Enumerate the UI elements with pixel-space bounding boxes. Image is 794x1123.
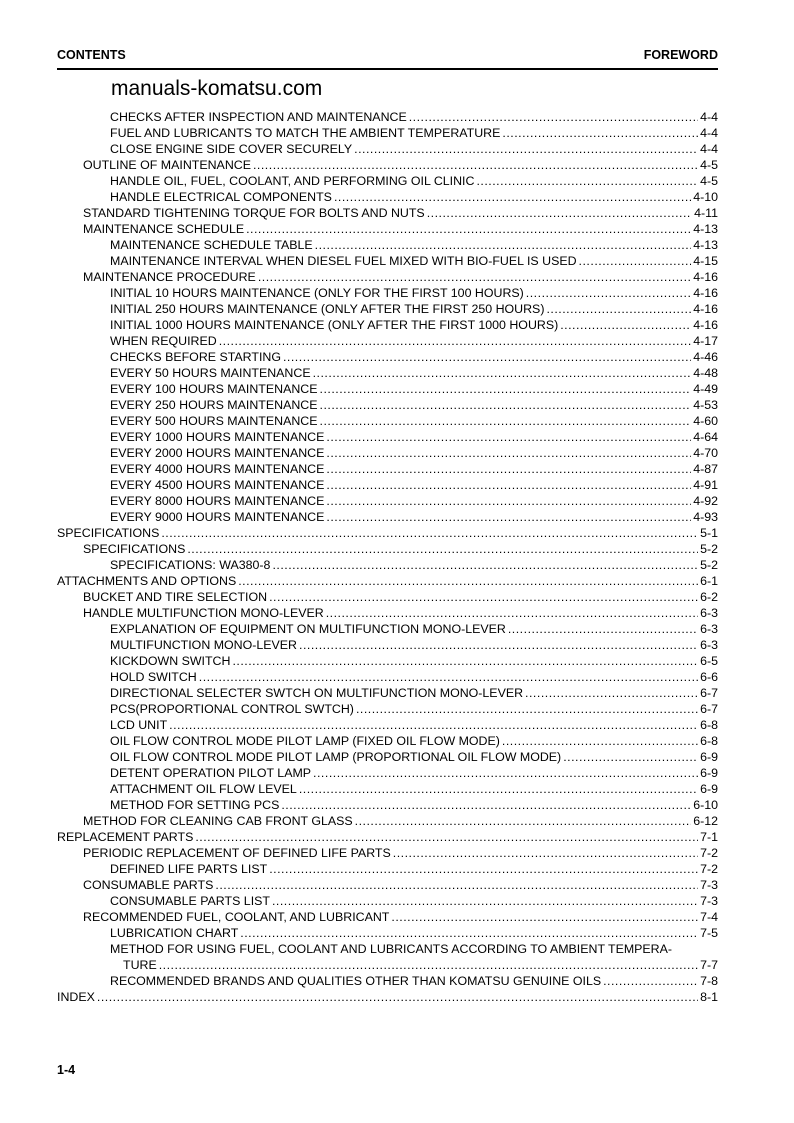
dot-leader xyxy=(258,269,691,285)
toc-entry-title: LUBRICATION CHART xyxy=(110,926,239,940)
dot-leader xyxy=(199,669,698,685)
dot-leader xyxy=(283,349,691,365)
dot-leader xyxy=(526,285,691,301)
dot-leader xyxy=(326,509,691,525)
toc-entry-page: 6-7 xyxy=(700,686,718,700)
dot-leader xyxy=(272,893,698,909)
toc-entry-title: WHEN REQUIRED xyxy=(110,334,217,348)
toc-entry[interactable] xyxy=(57,973,718,989)
toc-entry[interactable] xyxy=(57,733,718,749)
toc-entry-page: 7-5 xyxy=(700,926,718,940)
toc-entry-title: MULTIFUNCTION MONO-LEVER xyxy=(110,638,298,652)
toc-entry[interactable] xyxy=(57,333,718,349)
toc-entry-title: INITIAL 250 HOURS MAINTENANCE (ONLY AFTER THE FIRST 250 HOURS) xyxy=(110,302,545,316)
toc-entry[interactable] xyxy=(57,541,718,557)
toc-entry-title: SPECIFICATIONS xyxy=(57,526,160,540)
toc-entry-title: EVERY 4500 HOURS MAINTENANCE xyxy=(110,478,325,492)
toc-entry-page: 6-5 xyxy=(700,654,718,668)
toc-entry[interactable] xyxy=(57,845,718,861)
toc-entry[interactable] xyxy=(57,189,718,205)
toc-entry-title: PERIODIC REPLACEMENT OF DEFINED LIFE PARTS xyxy=(83,846,391,860)
toc-entry[interactable] xyxy=(57,957,718,973)
toc-entry[interactable] xyxy=(57,221,718,237)
toc-entry-page: 4-70 xyxy=(693,446,718,460)
toc-entry[interactable] xyxy=(57,877,718,893)
toc-entry-title: METHOD FOR CLEANING CAB FRONT GLASS xyxy=(83,814,353,828)
header-rule xyxy=(57,68,718,70)
toc-entry[interactable] xyxy=(57,381,718,397)
page-number: 1-4 xyxy=(57,1063,76,1077)
toc-entry-title: EVERY 8000 HOURS MAINTENANCE xyxy=(110,494,325,508)
toc-entry[interactable] xyxy=(57,141,718,157)
toc-entry[interactable] xyxy=(57,653,718,669)
dot-leader xyxy=(313,365,692,381)
toc-entry-title: LCD UNIT xyxy=(110,718,168,732)
toc-entry-title: HANDLE OIL, FUEL, COOLANT, AND PERFORMING OIL CLINIC xyxy=(110,174,475,188)
toc-entry[interactable] xyxy=(57,397,718,413)
dot-leader xyxy=(299,637,698,653)
toc-entry-title: DIRECTIONAL SELECTER SWTCH ON MULTIFUNCTION MONO-LEVER xyxy=(110,686,524,700)
toc-entry[interactable] xyxy=(57,989,718,1005)
toc-entry[interactable] xyxy=(57,717,718,733)
dot-leader xyxy=(326,493,691,509)
toc-entry-page: 4-4 xyxy=(700,126,718,140)
toc-entry-title: CHECKS AFTER INSPECTION AND MAINTENANCE xyxy=(110,110,407,124)
dot-leader xyxy=(269,589,698,605)
toc-entry-page: 6-9 xyxy=(700,782,718,796)
toc-entry-page: 6-7 xyxy=(700,702,718,716)
toc-entry-page: 4-46 xyxy=(693,350,718,364)
toc-entry-title: OUTLINE OF MAINTENANCE xyxy=(83,158,251,172)
dot-leader xyxy=(391,909,698,925)
toc-entry-page: 5-2 xyxy=(700,558,718,572)
toc-entry-title: INDEX xyxy=(57,990,95,1004)
toc-entry-title: BUCKET AND TIRE SELECTION xyxy=(83,590,268,604)
toc-entry[interactable] xyxy=(57,413,718,429)
toc-entry-title: EVERY 2000 HOURS MAINTENANCE xyxy=(110,446,325,460)
toc-entry-title: SPECIFICATIONS xyxy=(83,542,186,556)
dot-leader xyxy=(326,477,691,493)
toc-entry-title: CONSUMABLE PARTS xyxy=(83,878,214,892)
dot-leader xyxy=(187,541,698,557)
dot-leader xyxy=(232,653,698,669)
toc-entry-page: 4-5 xyxy=(700,174,718,188)
toc-entry-page: 6-2 xyxy=(700,590,718,604)
toc-entry[interactable] xyxy=(57,605,718,621)
dot-leader xyxy=(502,733,698,749)
toc-entry-title: ATTACHMENTS AND OPTIONS xyxy=(57,574,237,588)
toc-entry-title: METHOD FOR USING FUEL, COOLANT AND LUBRICANTS ACCORDING TO AMBIENT TEMPERA- xyxy=(110,942,673,956)
toc-entry-page: 4-53 xyxy=(693,398,718,412)
toc-entry[interactable] xyxy=(57,125,718,141)
toc-entry-page: 6-3 xyxy=(700,622,718,636)
dot-leader xyxy=(320,381,692,397)
toc-entry-title: TURE xyxy=(123,958,157,972)
toc-entry[interactable] xyxy=(57,829,718,845)
dot-leader xyxy=(272,557,698,573)
toc-entry[interactable] xyxy=(57,669,718,685)
toc-entry-page: 4-15 xyxy=(693,254,718,268)
toc-entry[interactable] xyxy=(57,797,718,813)
header-contents: CONTENTS xyxy=(57,48,126,62)
dot-leader xyxy=(299,781,698,797)
toc-entry-title: REPLACEMENT PARTS xyxy=(57,830,194,844)
toc-entry-title: RECOMMENDED FUEL, COOLANT, AND LUBRICANT xyxy=(83,910,390,924)
toc-entry-page: 6-9 xyxy=(700,750,718,764)
toc-entry[interactable] xyxy=(57,893,718,909)
toc-entry-title: EVERY 100 HOURS MAINTENANCE xyxy=(110,382,318,396)
toc-entry-page: 7-2 xyxy=(700,846,718,860)
toc-entry[interactable] xyxy=(57,461,718,477)
toc-entry-page: 4-92 xyxy=(693,494,718,508)
toc-entry-title: MAINTENANCE INTERVAL WHEN DIESEL FUEL MIXED WITH BIO-FUEL IS USED xyxy=(110,254,577,268)
dot-leader xyxy=(579,253,692,269)
dot-leader xyxy=(409,109,698,125)
toc-entry[interactable] xyxy=(57,157,718,173)
toc-entry-title: EVERY 1000 HOURS MAINTENANCE xyxy=(110,430,325,444)
dot-leader xyxy=(502,125,698,141)
toc-entry-page: 7-7 xyxy=(700,958,718,972)
toc-entry-page: 6-10 xyxy=(693,798,718,812)
toc-entry[interactable] xyxy=(57,557,718,573)
toc-entry[interactable] xyxy=(57,525,718,541)
toc-entry-page: 4-91 xyxy=(693,478,718,492)
dot-leader xyxy=(356,701,698,717)
toc-entry-page: 4-13 xyxy=(693,238,718,252)
table-of-contents xyxy=(57,109,718,1005)
toc-entry-title: EVERY 9000 HOURS MAINTENANCE xyxy=(110,510,325,524)
toc-entry[interactable] xyxy=(57,861,718,877)
dot-leader xyxy=(326,605,698,621)
toc-entry-title: MAINTENANCE SCHEDULE TABLE xyxy=(110,238,313,252)
dot-leader xyxy=(161,525,698,541)
dot-leader xyxy=(240,925,698,941)
toc-entry-title: CLOSE ENGINE SIDE COVER SECURELY xyxy=(110,142,353,156)
toc-entry-page: 5-2 xyxy=(700,542,718,556)
toc-entry-page: 4-60 xyxy=(693,414,718,428)
toc-entry-title: HANDLE MULTIFUNCTION MONO-LEVER xyxy=(83,606,324,620)
toc-entry-title: EVERY 4000 HOURS MAINTENANCE xyxy=(110,462,325,476)
toc-entry-page: 8-1 xyxy=(700,990,718,1004)
dot-leader xyxy=(334,189,691,205)
toc-entry-title: INITIAL 10 HOURS MAINTENANCE (ONLY FOR THE FIRST 100 HOURS) xyxy=(110,286,524,300)
dot-leader xyxy=(326,461,691,477)
watermark: manuals-komatsu.com xyxy=(111,77,323,100)
toc-entry-title: PCS(PROPORTIONAL CONTROL SWTCH) xyxy=(110,702,354,716)
toc-entry[interactable] xyxy=(57,685,718,701)
toc-entry[interactable] xyxy=(57,925,718,941)
toc-entry[interactable] xyxy=(57,621,718,637)
toc-entry[interactable] xyxy=(57,109,718,125)
dot-leader xyxy=(246,221,691,237)
toc-entry-title: INITIAL 1000 HOURS MAINTENANCE (ONLY AFTER THE FIRST 1000 HOURS) xyxy=(110,318,559,332)
toc-entry[interactable] xyxy=(57,493,718,509)
toc-entry[interactable] xyxy=(57,637,718,653)
dot-leader xyxy=(320,397,692,413)
toc-entry-title: FUEL AND LUBRICANTS TO MATCH THE AMBIENT TEMPERATURE xyxy=(110,126,501,140)
toc-entry[interactable] xyxy=(57,237,718,253)
toc-entry-page: 6-9 xyxy=(700,766,718,780)
toc-entry-page: 7-2 xyxy=(700,862,718,876)
toc-entry-title: MAINTENANCE PROCEDURE xyxy=(83,270,256,284)
dot-leader xyxy=(525,685,698,701)
toc-entry-page: 4-4 xyxy=(700,110,718,124)
dot-leader xyxy=(476,173,698,189)
toc-entry[interactable] xyxy=(57,205,718,221)
dot-leader xyxy=(253,157,698,173)
toc-entry[interactable] xyxy=(57,589,718,605)
dot-leader xyxy=(159,957,698,973)
toc-entry[interactable] xyxy=(57,909,718,925)
toc-entry-page: 6-8 xyxy=(700,734,718,748)
toc-entry[interactable] xyxy=(57,813,718,829)
toc-entry-page: 4-16 xyxy=(693,318,718,332)
toc-entry-page: 7-1 xyxy=(700,830,718,844)
dot-leader xyxy=(238,573,698,589)
toc-entry[interactable] xyxy=(57,173,718,189)
dot-leader xyxy=(281,797,691,813)
toc-entry-title: EVERY 50 HOURS MAINTENANCE xyxy=(110,366,311,380)
toc-entry-page: 6-12 xyxy=(693,814,718,828)
toc-entry-title: HANDLE ELECTRICAL COMPONENTS xyxy=(110,190,332,204)
toc-entry[interactable] xyxy=(57,781,718,797)
dot-leader xyxy=(603,973,698,989)
toc-entry[interactable] xyxy=(57,573,718,589)
toc-entry-page: 4-16 xyxy=(693,302,718,316)
dot-leader xyxy=(427,205,692,221)
toc-entry[interactable] xyxy=(57,269,718,285)
toc-entry-title: KICKDOWN SWITCH xyxy=(110,654,231,668)
toc-entry[interactable] xyxy=(57,253,718,269)
dot-leader xyxy=(326,429,691,445)
toc-entry[interactable] xyxy=(57,445,718,461)
toc-entry-title: DEFINED LIFE PARTS LIST xyxy=(110,862,268,876)
dot-leader xyxy=(508,621,698,637)
toc-entry[interactable] xyxy=(57,749,718,765)
dot-leader xyxy=(315,237,692,253)
toc-entry-title: RECOMMENDED BRANDS AND QUALITIES OTHER THAN KOMATSU GENUINE OILS xyxy=(110,974,602,988)
toc-entry[interactable] xyxy=(57,349,718,365)
dot-leader xyxy=(219,333,691,349)
toc-entry[interactable] xyxy=(57,477,718,493)
dot-leader xyxy=(320,413,692,429)
toc-entry-page: 4-64 xyxy=(693,430,718,444)
toc-entry[interactable] xyxy=(57,365,718,381)
toc-entry-page: 4-10 xyxy=(693,190,718,204)
toc-entry[interactable] xyxy=(57,701,718,717)
dot-leader xyxy=(269,861,698,877)
toc-entry-page: 4-4 xyxy=(700,142,718,156)
toc-entry-title: CONSUMABLE PARTS LIST xyxy=(110,894,270,908)
toc-entry-title: ATTACHMENT OIL FLOW LEVEL xyxy=(110,782,297,796)
toc-entry-page: 5-1 xyxy=(700,526,718,540)
toc-entry-page: 7-8 xyxy=(700,974,718,988)
toc-entry-page: 4-49 xyxy=(693,382,718,396)
dot-leader xyxy=(355,813,692,829)
toc-entry-title: MAINTENANCE SCHEDULE xyxy=(83,222,245,236)
toc-entry[interactable] xyxy=(57,317,718,333)
toc-entry-page: 4-17 xyxy=(693,334,718,348)
toc-entry-page: 6-8 xyxy=(700,718,718,732)
toc-entry-title: OIL FLOW CONTROL MODE PILOT LAMP (PROPORTIONAL OIL FLOW MODE) xyxy=(110,750,562,764)
toc-entry[interactable] xyxy=(57,765,718,781)
dot-leader xyxy=(326,445,691,461)
toc-entry-title: HOLD SWITCH xyxy=(110,670,197,684)
dot-leader xyxy=(313,765,698,781)
toc-entry-title: DETENT OPERATION PILOT LAMP xyxy=(110,766,312,780)
toc-entry-title: STANDARD TIGHTENING TORQUE FOR BOLTS AND NUTS xyxy=(83,206,425,220)
toc-entry-title: EXPLANATION OF EQUIPMENT ON MULTIFUNCTION MONO-LEVER xyxy=(110,622,506,636)
toc-entry-page: 4-16 xyxy=(693,270,718,284)
toc-entry-page: 6-6 xyxy=(700,670,718,684)
toc-entry-page: 4-13 xyxy=(693,222,718,236)
toc-entry-page: 7-3 xyxy=(700,878,718,892)
toc-entry-page: 4-16 xyxy=(693,286,718,300)
toc-entry-page: 7-3 xyxy=(700,894,718,908)
toc-entry-page: 6-1 xyxy=(700,574,718,588)
dot-leader xyxy=(97,989,698,1005)
dot-leader xyxy=(354,141,698,157)
toc-entry-title: METHOD FOR SETTING PCS xyxy=(110,798,280,812)
dot-leader xyxy=(563,749,698,765)
dot-leader xyxy=(546,301,691,317)
toc-entry[interactable] xyxy=(57,285,718,301)
toc-entry-page: 6-3 xyxy=(700,606,718,620)
dot-leader xyxy=(215,877,698,893)
dot-leader xyxy=(393,845,698,861)
toc-entry-page: 7-4 xyxy=(700,910,718,924)
dot-leader xyxy=(560,317,691,333)
dot-leader xyxy=(195,829,698,845)
toc-entry[interactable] xyxy=(57,509,718,525)
toc-entry-page: 4-5 xyxy=(700,158,718,172)
toc-entry[interactable] xyxy=(57,429,718,445)
toc-entry-title: EVERY 250 HOURS MAINTENANCE xyxy=(110,398,318,412)
dot-leader xyxy=(169,717,698,733)
toc-entry-page: 6-3 xyxy=(700,638,718,652)
toc-entry-title: EVERY 500 HOURS MAINTENANCE xyxy=(110,414,318,428)
toc-entry-title: CHECKS BEFORE STARTING xyxy=(110,350,281,364)
toc-entry-page: 4-93 xyxy=(693,510,718,524)
toc-entry[interactable] xyxy=(57,301,718,317)
toc-entry-page: 4-48 xyxy=(693,366,718,380)
header-foreword: FOREWORD xyxy=(643,48,718,62)
toc-entry-title: SPECIFICATIONS: WA380-8 xyxy=(110,558,271,572)
toc-entry[interactable] xyxy=(57,941,718,957)
toc-entry-page: 4-11 xyxy=(694,206,718,220)
toc-entry-title: OIL FLOW CONTROL MODE PILOT LAMP (FIXED OIL FLOW MODE) xyxy=(110,734,500,748)
toc-entry-page: 4-87 xyxy=(693,462,718,476)
